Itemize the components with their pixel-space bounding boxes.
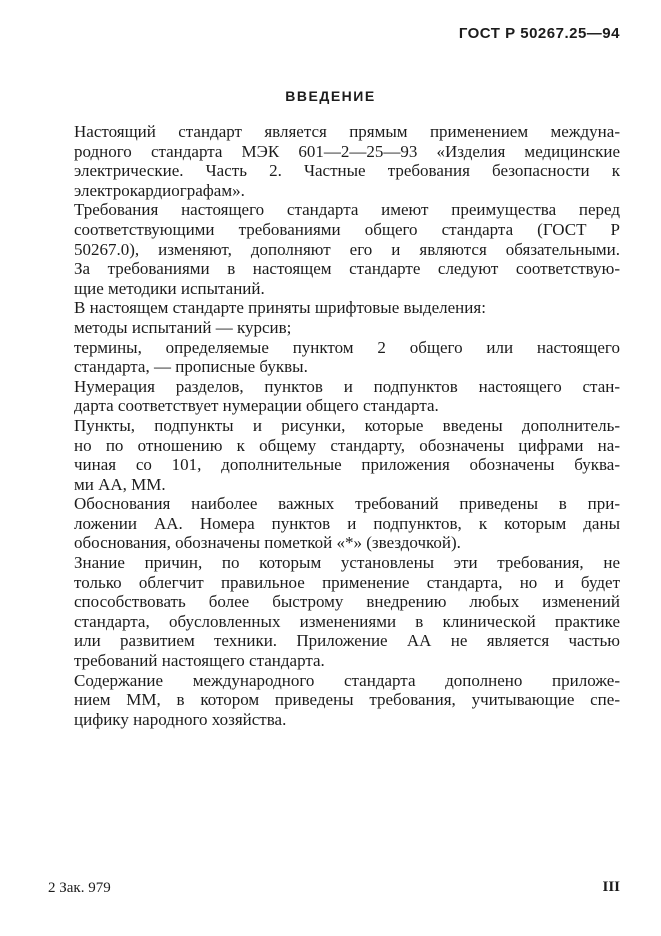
- text-line: Нумерация разделов, пунктов и подпунктов настоящего стан-: [74, 376, 620, 396]
- text-line: Знание причин, по которым установлены эти требования, не: [74, 553, 620, 573]
- text-line: термины, определяемые пунктом 2 общего или настоящего: [74, 337, 620, 357]
- text-line: щие методики испытаний.: [74, 278, 265, 298]
- text-line: стандарта, — прописные буквы.: [74, 357, 308, 377]
- text-line: Настоящий стандарт является прямым применением междуна-: [74, 122, 620, 141]
- text-line: способствовать более быстрому внедрению любых изменений: [74, 592, 620, 612]
- page-number: III: [602, 879, 620, 895]
- paragraph: [48, 298, 620, 318]
- text-line: требований настоящего стандарта.: [74, 651, 325, 671]
- text-line: цифику народного хозяйства.: [74, 709, 287, 729]
- paragraph: [48, 416, 620, 494]
- text-line: методы испытаний — курсив;: [74, 317, 292, 337]
- paragraph: [48, 494, 620, 553]
- text-line: родного стандарта МЭК 601—2—25—93 «Изделия медицинские: [74, 141, 620, 161]
- text-line: Обоснования наиболее важных требований приведены в при-: [74, 494, 620, 514]
- text-line: Содержание международного стандарта дополнено приложе-: [74, 670, 620, 690]
- text-line: ми АА, ММ.: [74, 474, 166, 494]
- text-line: электрокардиографам».: [74, 180, 245, 200]
- text-line: только облегчит правильное применение стандарта, но и будет: [74, 572, 620, 592]
- paragraph: [48, 318, 620, 338]
- paragraph: [48, 338, 620, 377]
- standard-code: ГОСТ Р 50267.25—94: [458, 25, 620, 42]
- paragraph: [48, 377, 620, 416]
- text-line: ложении АА. Номера пунктов и подпунктов, к которым даны: [74, 513, 620, 533]
- paragraph: [48, 122, 620, 200]
- text-line: дарта соответствует нумерации общего стандарта.: [74, 396, 439, 416]
- page-title: ВВЕДЕНИЕ: [285, 88, 376, 104]
- body-text: [48, 122, 620, 729]
- text-line: В настоящем стандарте приняты шрифтовые выделения:: [74, 298, 486, 318]
- text-line: Пункты, подпункты и рисунки, которые введены дополнитель-: [74, 415, 620, 435]
- paragraph: [48, 671, 620, 730]
- text-line: или развитием техники. Приложение АА не является частью: [74, 631, 620, 651]
- text-line: За требованиями в настоящем стандарте следуют соответствую-: [74, 259, 620, 279]
- text-line: но по отношению к общему стандарту, обозначены цифрами на-: [74, 435, 620, 455]
- paragraph: [48, 553, 620, 671]
- paragraph: [48, 200, 620, 298]
- text-line: нием ММ, в котором приведены требования, учитывающие спе-: [74, 690, 620, 710]
- order-number: 2 Зак. 979: [48, 880, 111, 896]
- text-line: обоснования, обозначены пометкой «*» (звездочкой).: [74, 533, 461, 553]
- text-line: 50267.0), изменяют, дополняют его и являются обязательными.: [74, 239, 620, 259]
- text-line: стандарта, обусловленных изменениями в клинической практике: [74, 611, 620, 631]
- text-line: электрические. Часть 2. Частные требования безопасности к: [74, 161, 620, 181]
- text-line: соответствующими требованиями общего стандарта (ГОСТ Р: [74, 219, 620, 239]
- text-line: Требования настоящего стандарта имеют преимущества перед: [74, 200, 620, 220]
- text-line: чиная со 101, дополнительные приложения обозначены буква-: [74, 455, 620, 475]
